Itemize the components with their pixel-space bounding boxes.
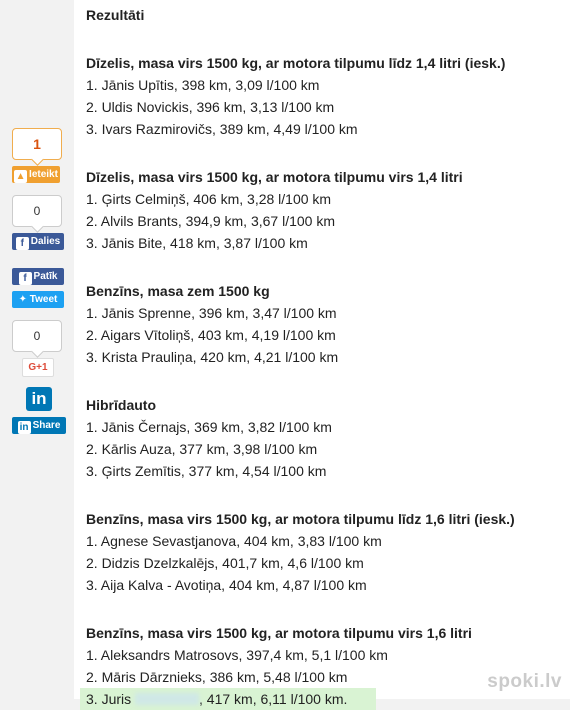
- section-title: Dīzelis, masa virs 1500 kg, ar motora tilpumu līdz 1,4 litri (iesk.): [86, 55, 506, 71]
- section-title: Dīzelis, masa virs 1500 kg, ar motora tilpumu virs 1,4 litri: [86, 169, 463, 185]
- result-entry: 1. Ģirts Celmiņš, 406 km, 3,28 l/100 km: [86, 191, 332, 207]
- result-entry: 2. Aigars Vītoliņš, 403 km, 4,19 l/100 km: [86, 327, 336, 343]
- facebook-icon: f: [16, 237, 29, 250]
- result-entry-highlighted: [80, 688, 376, 710]
- results-content: [86, 4, 556, 710]
- results-section: [86, 166, 556, 254]
- results-section: [86, 394, 556, 482]
- result-entry: 3. Krista Prauliņa, 420 km, 4,21 l/100 km: [86, 349, 339, 365]
- results-section: [86, 280, 556, 368]
- watermark-logo: spoki.lv: [487, 671, 562, 692]
- result-entry: 3. Ģirts Zemītis, 377 km, 4,54 l/100 km: [86, 463, 327, 479]
- linkedin-icon[interactable]: in: [26, 387, 52, 411]
- result-entry: 3. Ivars Razmirovičs, 389 km, 4,49 l/100 km: [86, 121, 358, 137]
- blurred-name: [135, 693, 199, 705]
- results-section: [86, 508, 556, 596]
- linkedin-share-label: Share: [32, 420, 61, 431]
- facebook-share-count: 0: [12, 195, 62, 227]
- result-entry: 2. Didzis Dzelzkalējs, 401,7 km, 4,6 l/100 km: [86, 555, 364, 571]
- section-title: Benzīns, masa virs 1500 kg, ar motora tilpumu līdz 1,6 litri (iesk.): [86, 511, 515, 527]
- ieteikt-label: Ieteikt: [29, 169, 58, 180]
- tweet-button[interactable]: [12, 291, 64, 308]
- section-title: Benzīns, masa virs 1500 kg, ar motora tilpumu virs 1,6 litri: [86, 625, 472, 641]
- linkedin-small-icon: in: [18, 421, 31, 434]
- result-entry: 2. Alvils Brants, 394,9 km, 3,67 l/100 km: [86, 213, 336, 229]
- entry-prefix: 3. Juris: [86, 691, 132, 707]
- result-entry: 3. Aija Kalva - Avotiņa, 404 km, 4,87 l/100 km: [86, 577, 367, 593]
- twitter-bird-icon: ✦: [18, 294, 30, 305]
- facebook-share-label: Dalies: [30, 236, 61, 247]
- gplus-count: 0: [12, 320, 62, 352]
- linkedin-share-button[interactable]: [12, 417, 66, 434]
- result-entry: 1. Aleksandrs Matrosovs, 397,4 km, 5,1 l/100 km: [86, 647, 388, 663]
- results-title: Rezultāti: [86, 7, 145, 23]
- facebook-icon: f: [19, 272, 32, 285]
- facebook-like-button[interactable]: [12, 268, 64, 285]
- result-entry: 2. Kārlis Auza, 377 km, 3,98 l/100 km: [86, 441, 318, 457]
- share-sidebar: [10, 128, 68, 434]
- ieteikt-count: 1: [12, 128, 62, 160]
- result-entry: 2. Māris Dārznieks, 386 km, 5,48 l/100 km: [86, 669, 348, 685]
- tweet-label: Tweet: [29, 294, 58, 305]
- entry-suffix: , 417 km, 6,11 l/100 km.: [199, 691, 348, 707]
- result-entry: 2. Uldis Novickis, 396 km, 3,13 l/100 km: [86, 99, 335, 115]
- ieteikt-icon: ▲: [15, 171, 26, 182]
- results-section: [86, 622, 556, 710]
- result-entry: 1. Jānis Černajs, 369 km, 3,82 l/100 km: [86, 419, 332, 435]
- ieteikt-button[interactable]: [12, 166, 60, 183]
- result-entry: 3. Jānis Bite, 418 km, 3,87 l/100 km: [86, 235, 308, 251]
- result-entry: 1. Jānis Sprenne, 396 km, 3,47 l/100 km: [86, 305, 337, 321]
- result-entry: 1. Agnese Sevastjanova, 404 km, 3,83 l/100 km: [86, 533, 382, 549]
- gplus-button[interactable]: G+1: [22, 358, 54, 377]
- section-title: Benzīns, masa zem 1500 kg: [86, 283, 270, 299]
- facebook-like-label: Patīk: [33, 271, 58, 282]
- section-title: Hibrīdauto: [86, 397, 156, 413]
- results-section: [86, 52, 556, 140]
- facebook-share-button[interactable]: [12, 233, 64, 250]
- result-entry: 1. Jānis Upītis, 398 km, 3,09 l/100 km: [86, 77, 320, 93]
